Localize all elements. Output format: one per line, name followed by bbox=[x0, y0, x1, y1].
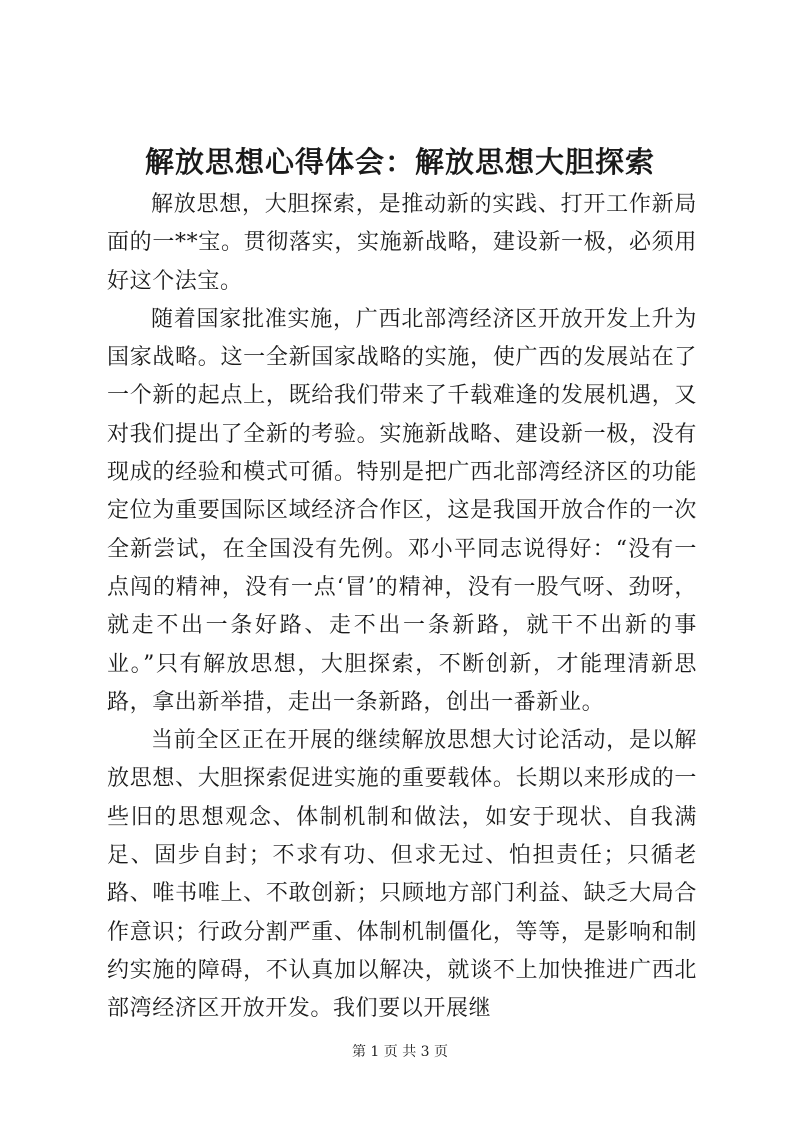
page-footer: 第 1 页 共 3 页 bbox=[351, 1044, 449, 1060]
paragraph-3: 当前全区正在开展的继续解放思想大讨论活动，是以解放思想、大胆探索促进实施的重要载体。长期以来形成的一些旧的思想观念、体制机制和做法，如安于现状、自我满足、固步自封；不求有功、但求无过、怕担责任；只循老路、唯书唯上、不敢创新；只顾地方部门利益、缺乏大局合作意识；行政分割严重、体制机制僵化，等等，是影响和制约实施的障碍，不认真加以解决，就谈不上加快推进广西北部湾经济区开放开发。我们要以开展继 bbox=[107, 728, 697, 1022]
document-title: 解放思想心得体会：解放思想大胆探索 bbox=[144, 145, 655, 179]
paragraph-2: 随着国家批准实施，广西北部湾经济区开放开发上升为国家战略。这一全新国家战略的实施，使广西的发展站在了一个新的起点上，既给我们带来了千载难逢的发展机遇，又对我们提出了全新的考验。实施新战略、建设新一极，没有现成的经验和模式可循。特别是把广西北部湾经济区的功能定位为重要国际区域经济合作区，这是我国开放合作的一次全新尝试，在全国没有先例。邓小平同志说得好：“没有一点闯的精神，没有一点‘冒’的精神，没有一股气呀、劲呀，就走不出一条好路、走不出一条新路，就干不出新的事业。”只有解放思想，大胆探索，不断创新，才能理清新思路，拿出新举措，走出一条新路，创出一番新业。 bbox=[107, 306, 697, 715]
paragraph-1: 解放思想，大胆探索，是推动新的实践、打开工作新局面的一**宝。贯彻落实，实施新战略，建设新一极，必须用好这个法宝。 bbox=[107, 192, 697, 294]
document-body bbox=[107, 186, 697, 1029]
